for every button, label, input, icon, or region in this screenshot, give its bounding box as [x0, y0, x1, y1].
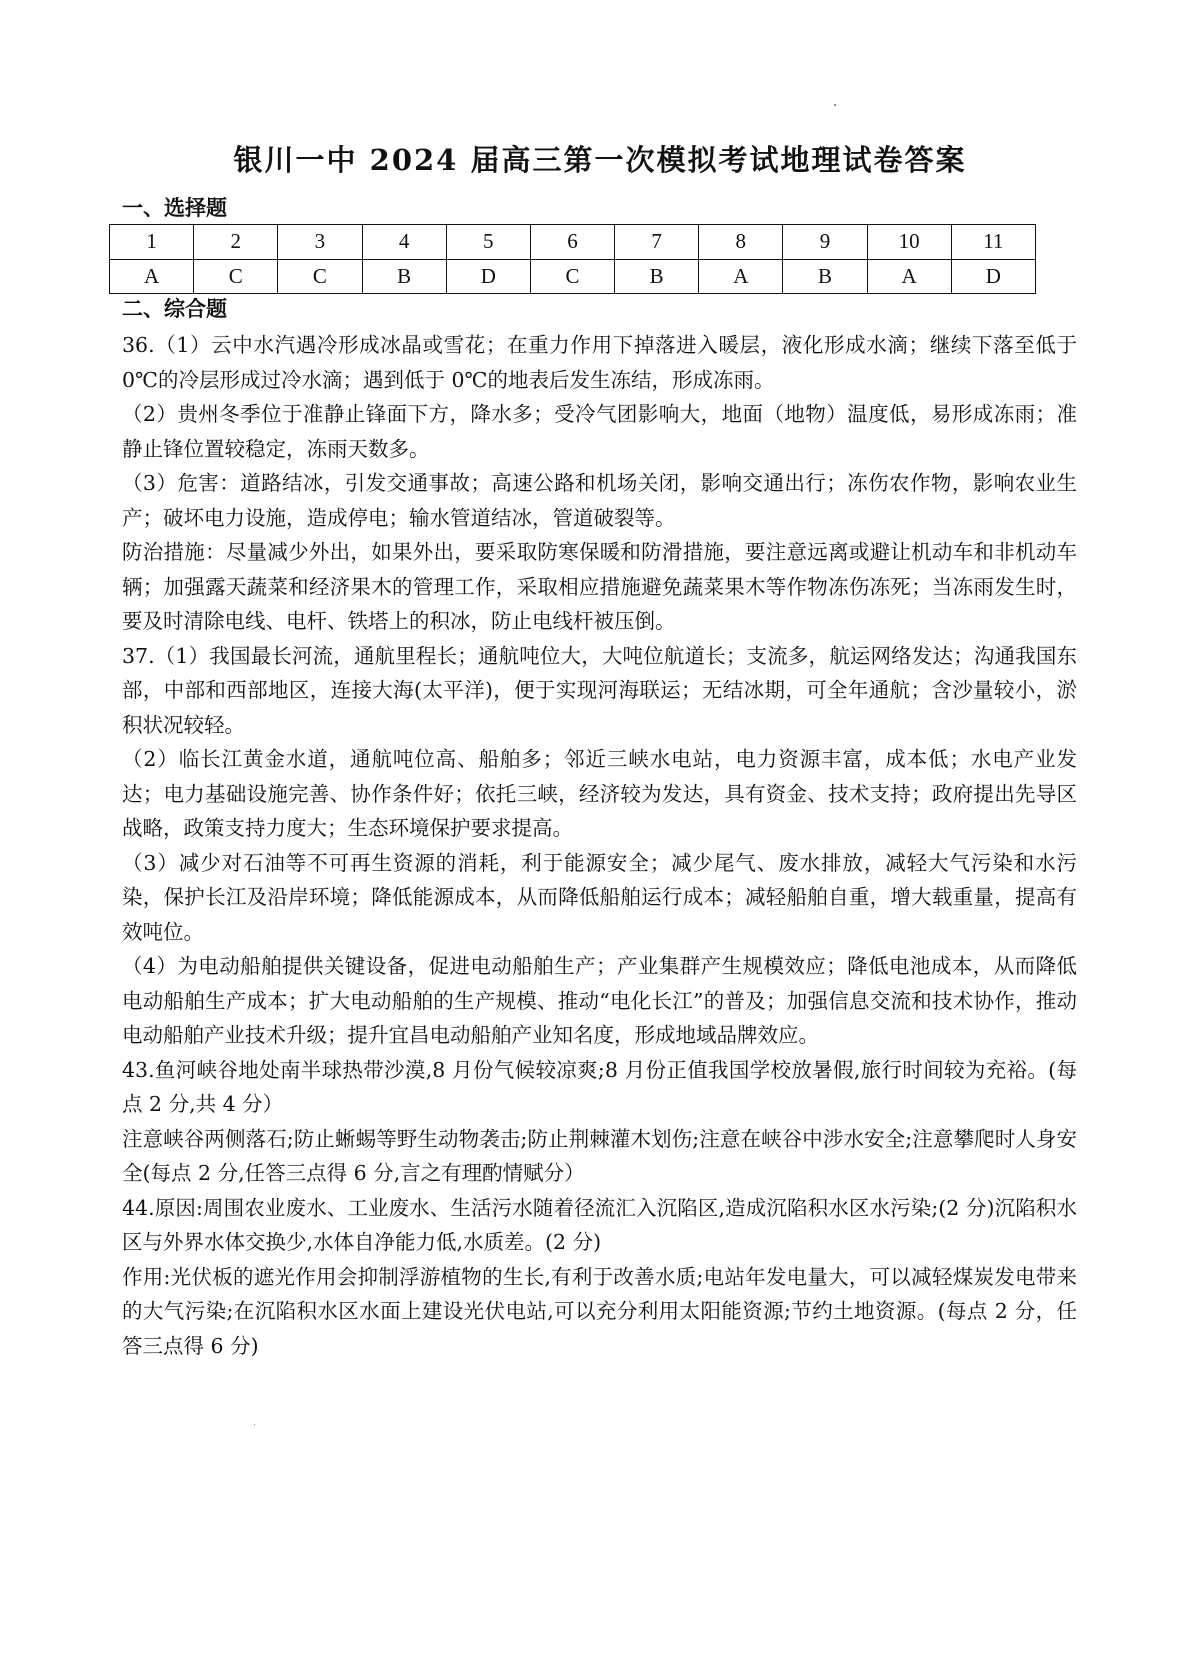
- question-number: 10: [867, 225, 951, 260]
- section-heading-multiple-choice: 一、选择题: [122, 195, 227, 220]
- answer-paragraph-37-4: （4）为电动船舶提供关键设备，促进电动船舶生产；产业集群产生规模效应；降低电池成本，从而降低电动船舶生产成本；扩大电动船舶的生产规模、推动“电化长江”的普及；加强信息交流和技术协作，推动电动船舶产业技术升级；提升宜昌电动船舶产业知名度，形成地域品牌效应。: [122, 954, 1077, 1047]
- answer-paragraph-37-1: 37.（1）我国最长河流，通航里程长；通航吨位大，大吨位航道长；支流多，航运网络发达；沟通我国东部，中部和西部地区，连接大海(太平洋)，便于实现河海联运；无结冰期，可全年通航；含沙量较小，淤积状况较轻。: [122, 643, 1077, 737]
- question-number: 2: [194, 225, 278, 260]
- page-title: 银川一中 2024 届高三第一次模拟考试地理试卷答案: [233, 143, 967, 177]
- answer-table: [109, 224, 1036, 294]
- scan-speck: [254, 1424, 255, 1425]
- question-number: 5: [446, 225, 530, 260]
- answer-paragraph-44-effect: 作用:光伏板的遮光作用会抑制浮游植物的生长,有利于改善水质;电站年发电量大，可以减轻煤炭发电带来的大气污染;在沉陷积水区水面上建设光伏电站,可以充分利用太阳能资源;节约土地资源。(每点 2 分，任答三点得 6 分): [122, 1264, 1077, 1358]
- answer-paragraph-36-1: 36.（1）云中水汽遇冷形成冰晶或雪花；在重力作用下掉落进入暖层，液化形成水滴；继续下落至低于 0℃的冷层形成过冷水滴；遇到低于 0℃的地表后发生冻结，形成冻雨。: [122, 333, 1077, 392]
- answer-paragraph-36-measures: 防治措施：尽量减少外出，如果外出，要采取防寒保暖和防滑措施，要注意远离或避让机动车和非机动车辆；加强露天蔬菜和经济果木的管理工作，采取相应措施避免蔬菜果木等作物冻伤冻死；当冻雨发生时，要及时清除电线、电杆、铁塔上的积冰，防止电线杆被压倒。: [122, 540, 1077, 633]
- answer-cell: A: [867, 259, 951, 294]
- answer-paragraph-36-2: （2）贵州冬季位于准静止锋面下方，降水多；受冷气团影响大，地面（地物）温度低，易形成冻雨；准静止锋位置较稳定，冻雨天数多。: [122, 402, 1077, 461]
- answer-paragraph-44-reason: 44.原因:周围农业废水、工业废水、生活污水随着径流汇入沉陷区,造成沉陷积水区水污染;(2 分)沉陷积水区与外界水体交换少,水体自净能力低,水质差。(2 分): [122, 1195, 1077, 1254]
- answer-row: [110, 259, 1036, 294]
- question-number: 11: [951, 225, 1035, 260]
- section-heading-comprehensive: 二、综合题: [122, 296, 227, 321]
- answer-paragraph-43-safety: 注意峡谷两侧落石;防止蜥蜴等野生动物袭击;防止荆棘灌木划伤;注意在峡谷中涉水安全;注意攀爬时人身安全(每点 2 分,任答三点得 6 分,言之有理酌情赋分）: [122, 1126, 1077, 1185]
- question-number-row: [110, 225, 1036, 260]
- scan-speck: [834, 104, 836, 106]
- answer-cell: A: [699, 259, 783, 294]
- answer-paragraph-37-3: （3）减少对石油等不可再生资源的消耗，利于能源安全；减少尾气、废水排放，减轻大气污染和水污染，保护长江及沿岸环境；降低能源成本，从而降低船舶运行成本；减轻船舶自重，增大载重量，提高有效吨位。: [122, 850, 1077, 944]
- answer-paragraph-37-2: （2）临长江黄金水道，通航吨位高、船舶多；邻近三峡水电站，电力资源丰富，成本低；水电产业发达；电力基础设施完善、协作条件好；依托三峡，经济较为发达，具有资金、技术支持；政府提出先导区战略，政策支持力度大；生态环境保护要求提高。: [122, 747, 1077, 840]
- question-number: 9: [783, 225, 867, 260]
- question-number: 7: [615, 225, 699, 260]
- answer-cell: B: [783, 259, 867, 294]
- answer-cell: C: [194, 259, 278, 294]
- answer-cell: B: [362, 259, 446, 294]
- question-number: 1: [110, 225, 194, 260]
- answer-cell: C: [530, 259, 614, 294]
- answer-paragraph-43-reason: 43.鱼河峡谷地处南半球热带沙漠,8 月份气候较凉爽;8 月份正值我国学校放暑假,旅行时间较为充裕。(每点 2 分,共 4 分）: [122, 1057, 1077, 1116]
- answer-cell: C: [278, 259, 362, 294]
- question-number: 3: [278, 225, 362, 260]
- question-number: 4: [362, 225, 446, 260]
- answer-paragraph-36-3: （3）危害：道路结冰，引发交通事故；高速公路和机场关闭，影响交通出行；冻伤农作物，影响农业生产；破坏电力设施，造成停电；输水管道结冰，管道破裂等。: [122, 471, 1077, 530]
- question-number: 6: [530, 225, 614, 260]
- question-number: 8: [699, 225, 783, 260]
- answer-body: [122, 328, 1077, 1363]
- answer-cell: D: [446, 259, 530, 294]
- answer-cell: A: [110, 259, 194, 294]
- answer-cell: D: [951, 259, 1035, 294]
- answer-cell: B: [615, 259, 699, 294]
